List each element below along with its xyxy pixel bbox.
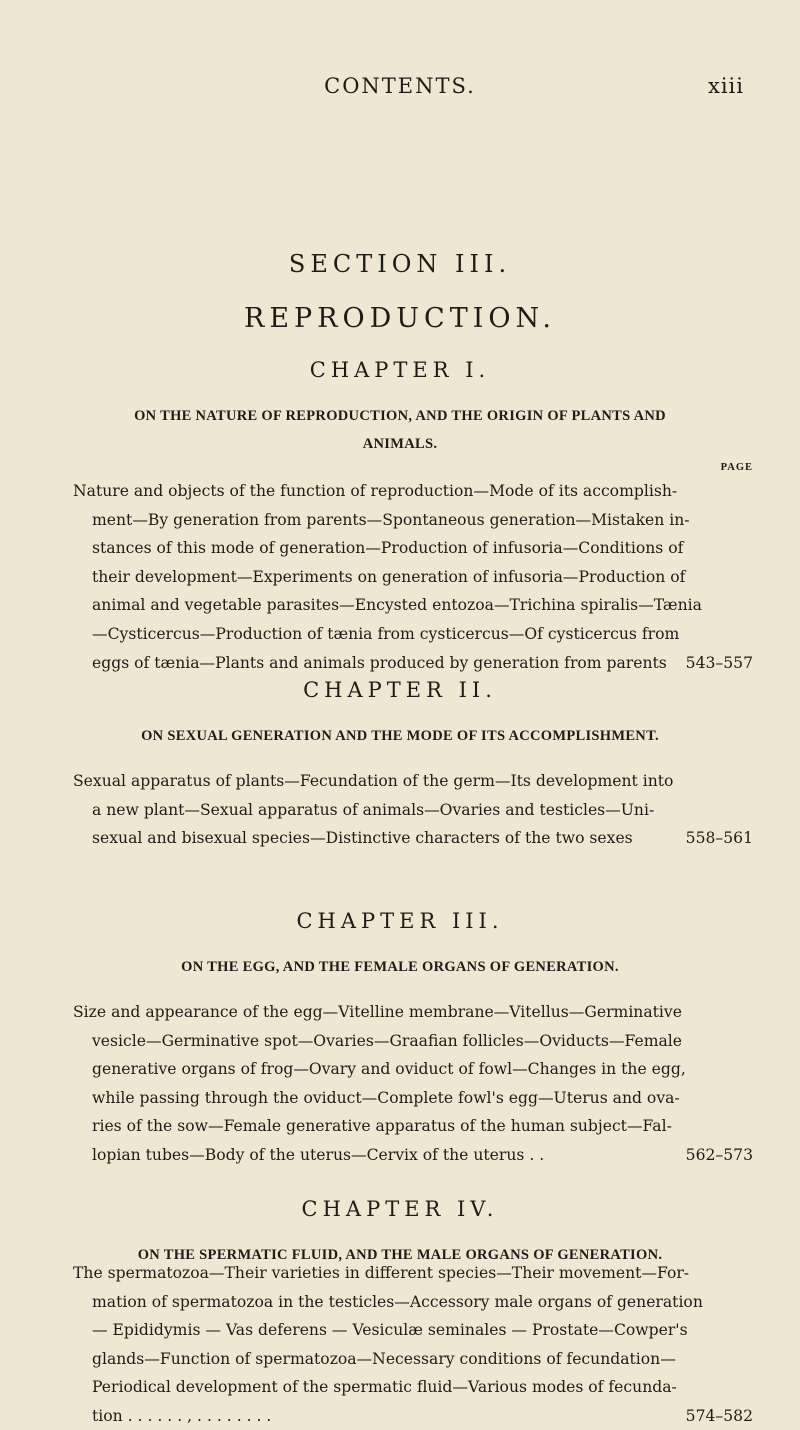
subtitle-line: ON THE SPERMATIC FLUID, AND THE MALE ORGANS OF GENERATION. [137, 1247, 663, 1263]
chapter-heading: CHAPTER II. [303, 678, 497, 702]
summary-line: their development—Experiments on generation of infusoria—Production of [92, 567, 686, 586]
page-range: 543–557 [685, 653, 753, 672]
page-range: 574–582 [685, 1406, 753, 1425]
summary-last-line [73, 649, 753, 678]
chapter-1-summary [73, 477, 753, 677]
summary-line: stances of this mode of generation—Production of infusoria—Conditions of [92, 539, 684, 558]
summary-line: —Cysticercus—Production of tænia from cysticercus—Of cysticercus from [92, 624, 680, 643]
summary-line: Nature and objects of the function of reproduction—Mode of its accomplish- [73, 482, 678, 500]
summary-line: — Epididymis — Vas deferens — Vesiculæ seminales — Prostate—Cowper's [92, 1321, 688, 1340]
subtitle-line: ANIMALS. [362, 436, 438, 452]
chapter-heading: CHAPTER III. [296, 909, 504, 933]
chapter-1 [0, 358, 800, 458]
summary-line: animal and vegetable parasites—Encysted entozoa—Trichina spiralis—Tænia [92, 596, 702, 615]
summary-line: The spermatozoa—Their varieties in different species—Their movement—For- [73, 1264, 690, 1282]
chapter-2-summary [73, 767, 753, 853]
chapter-heading: CHAPTER I. [309, 358, 491, 382]
page-range: 562–573 [685, 1145, 753, 1164]
subtitle-line: ON THE NATURE OF REPRODUCTION, AND THE ORIGIN OF PLANTS AND [134, 408, 666, 424]
summary-line: tion . . . . . . , . . . . . . . . [92, 1406, 272, 1425]
chapter-3 [0, 909, 800, 981]
summary-line: a new plant—Sexual apparatus of animals—Ovaries and testicles—Uni- [92, 800, 655, 819]
summary-line: eggs of tænia—Plants and animals produced by generation from parents [92, 653, 667, 672]
chapter-subtitle [50, 722, 750, 750]
running-title: CONTENTS. [324, 74, 476, 98]
summary-last-line [73, 824, 753, 853]
section-title: SECTION III. [288, 250, 512, 278]
page-column-label: PAGE [720, 462, 753, 473]
page-number: xiii [708, 74, 744, 98]
summary-line: Periodical development of the spermatic fluid—Various modes of fecunda- [92, 1378, 677, 1396]
summary-line: mation of spermatozoa in the testicles—Accessory male organs of generation [92, 1292, 703, 1311]
summary-last-line [73, 1141, 753, 1170]
part-title: REPRODUCTION. [243, 303, 557, 334]
page-range: 558–561 [685, 829, 753, 848]
chapter-subtitle [50, 953, 750, 981]
summary-line: Sexual apparatus of plants—Fecundation of the germ—Its development into [73, 772, 674, 790]
summary-line: sexual and bisexual species—Distinctive characters of the two sexes [92, 829, 633, 848]
summary-line: while passing through the oviduct—Complete fowl's egg—Uterus and ova- [92, 1088, 680, 1107]
chapter-heading: CHAPTER IV. [301, 1197, 499, 1221]
chapter-3-summary [73, 998, 753, 1170]
chapter-4-summary-tail [73, 1373, 753, 1425]
chapter-subtitle [50, 402, 750, 458]
chapter-2 [0, 678, 800, 750]
summary-line: glands—Function of spermatozoa—Necessary conditions of fecundation— [92, 1349, 676, 1368]
subtitle-line: ON THE EGG, AND THE FEMALE ORGANS OF GENERATION. [181, 959, 619, 975]
summary-last-line [73, 1402, 753, 1430]
summary-line: Size and appearance of the egg—Vitelline membrane—Vitellus—Germinative [73, 1003, 682, 1021]
summary-line: ment—By generation from parents—Spontaneous generation—Mistaken in- [92, 510, 690, 529]
summary-line: vesicle—Germinative spot—Ovaries—Graafian follicles—Oviducts—Female [92, 1031, 683, 1050]
running-head [0, 74, 800, 104]
chapter-4-summary [73, 1259, 753, 1373]
summary-line: ries of the sow—Female generative apparatus of the human subject—Fal- [92, 1117, 672, 1136]
summary-line: generative organs of frog—Ovary and oviduct of fowl—Changes in the egg, [92, 1060, 686, 1079]
subtitle-line: ON SEXUAL GENERATION AND THE MODE OF ITS ACCOMPLISHMENT. [141, 728, 659, 744]
summary-line: lopian tubes—Body of the uterus—Cervix of the uterus . . [92, 1145, 545, 1164]
